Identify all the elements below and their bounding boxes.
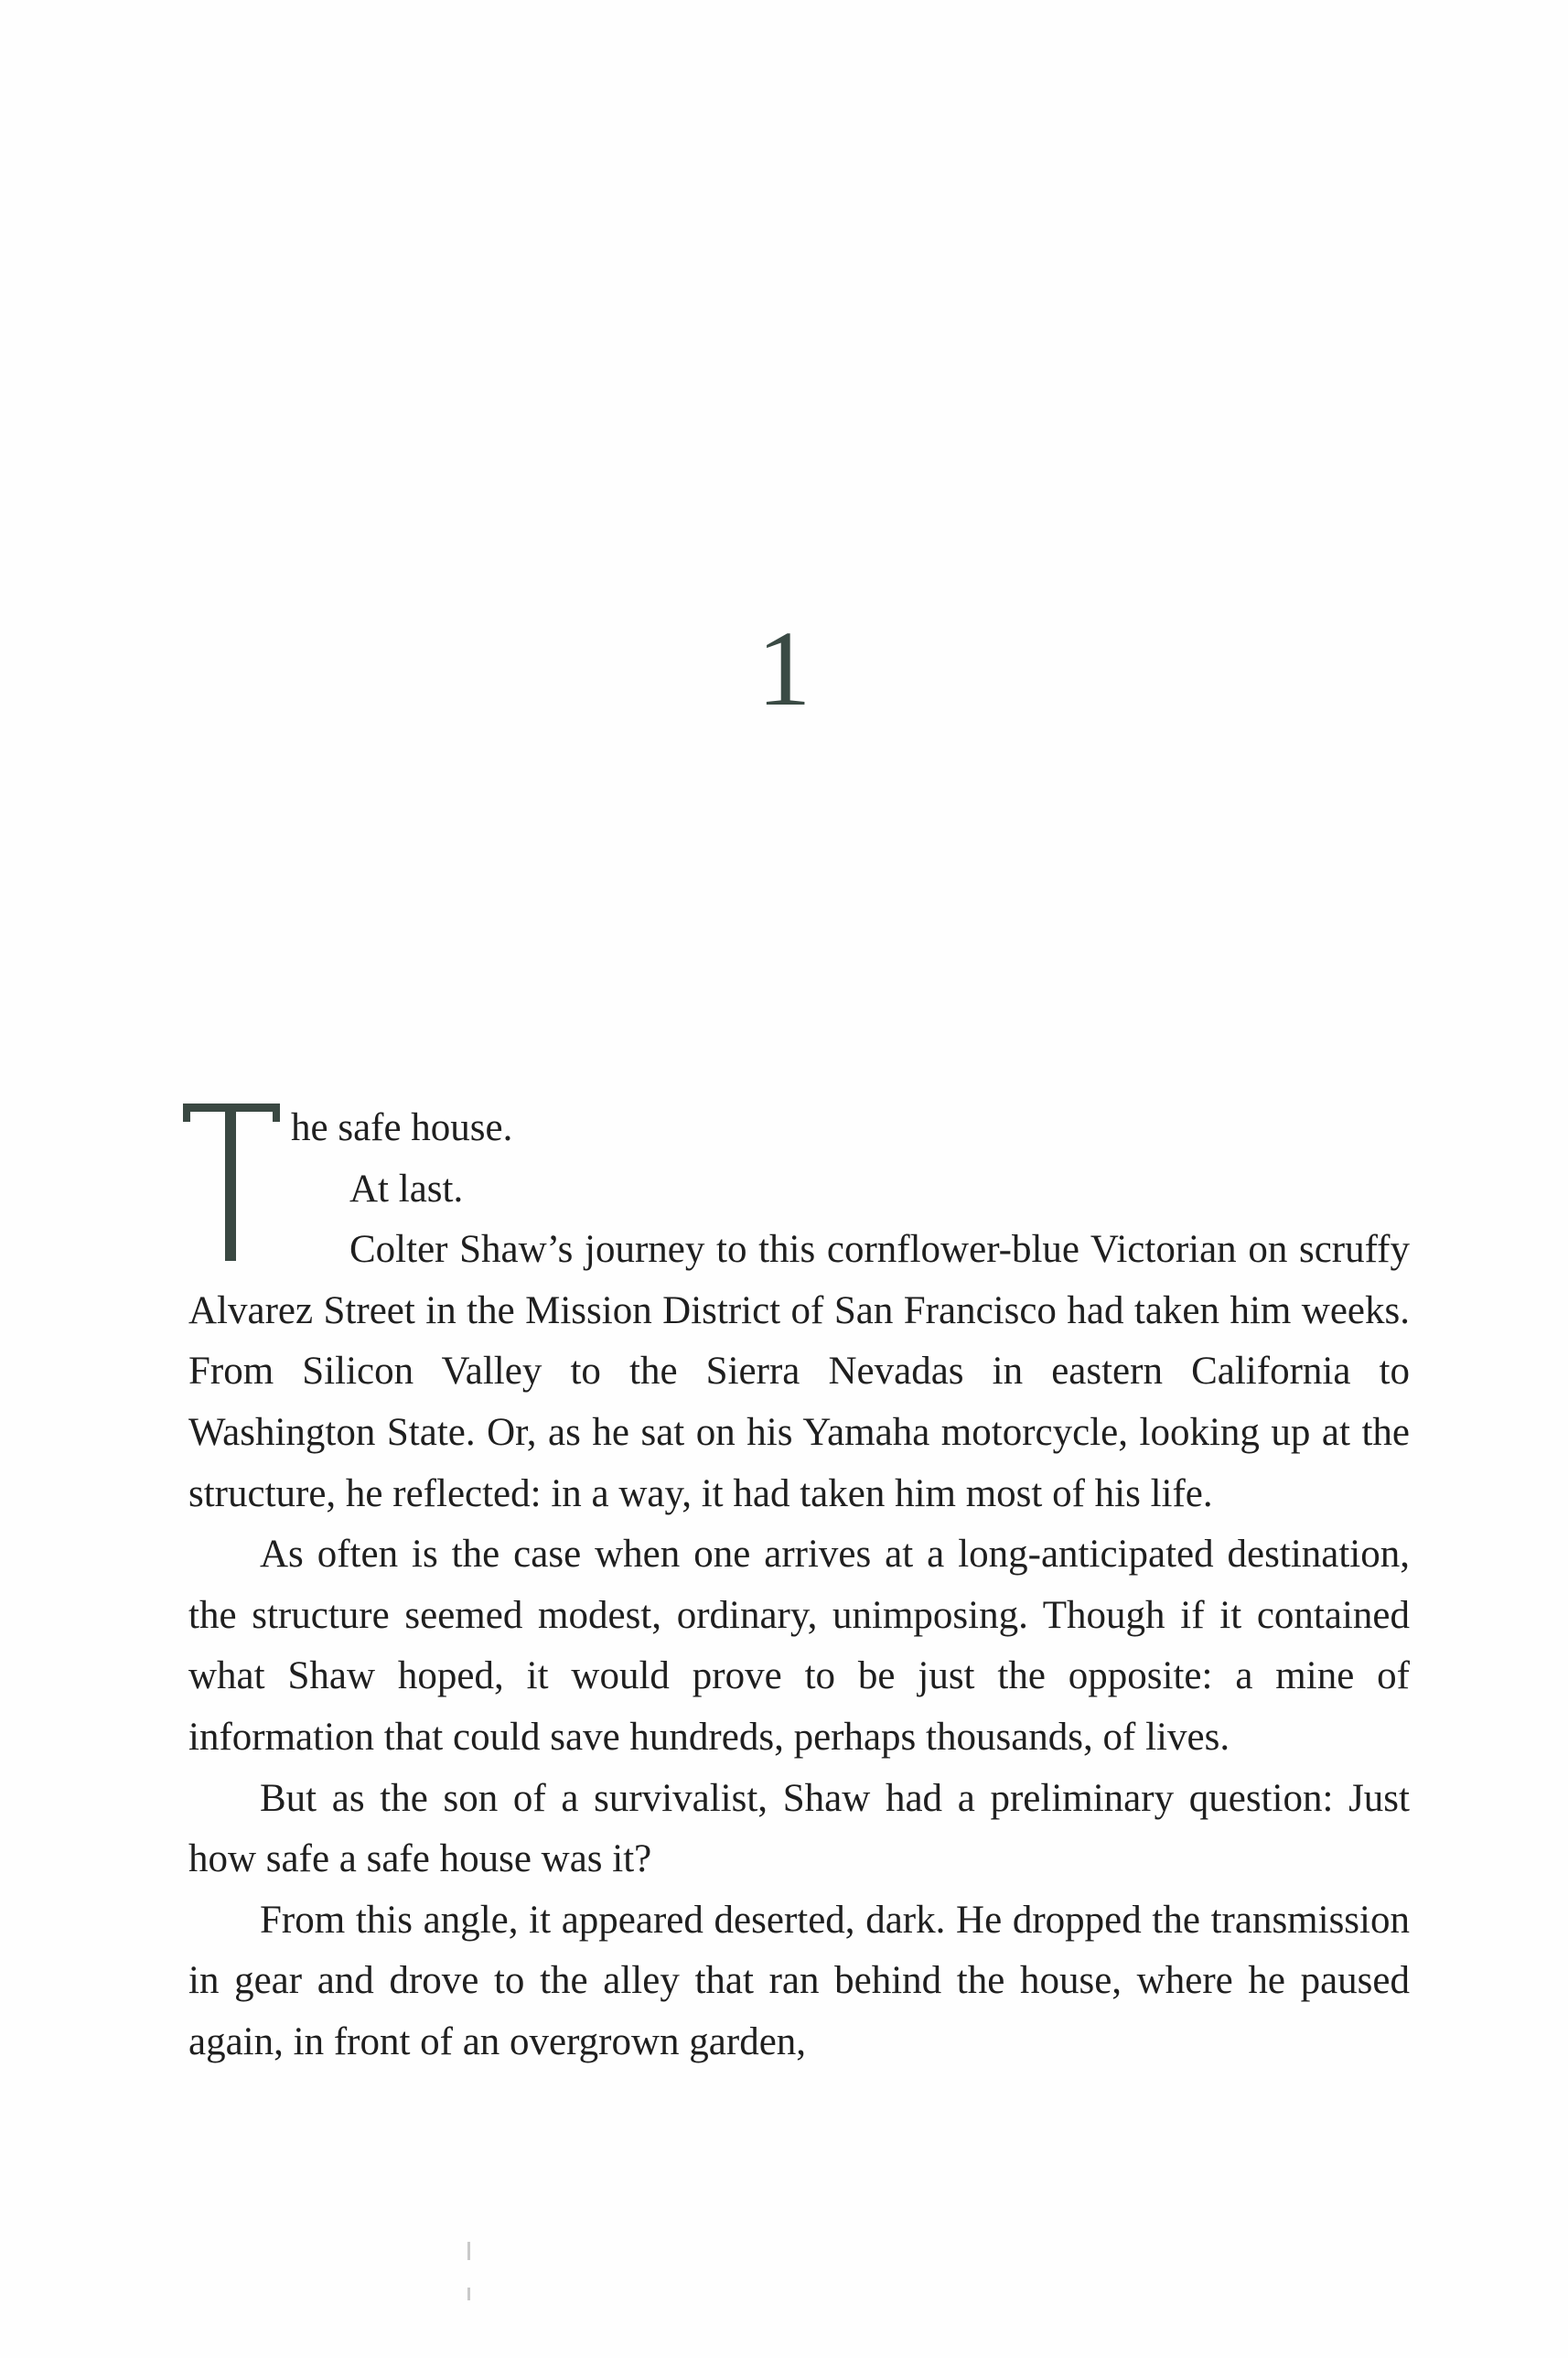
chapter-number: 1 <box>757 608 811 728</box>
scan-speck <box>467 2242 470 2260</box>
opening-line-1: he safe house. <box>291 1106 513 1149</box>
paragraph: From this angle, it appeared deserted, dark. He dropped the transmission in gear and drove to the alley that ran behind the house, where he paused again, in front of an overgrown garden, <box>188 1898 1410 2063</box>
dropcap-stem <box>225 1104 236 1261</box>
opening-line-2: At last. <box>349 1167 464 1211</box>
paragraph: Colter Shaw’s journey to this cornflower-blue Victorian on scruffy Alvarez Street in the Mission District of San Francisco had taken him weeks. From Silicon Valley to the Sierra Nevadas in eastern California to Washington State. Or, as he sat on his Yamaha motorcycle, looking up at the structure, he reflected: in a way, it had taken him most of his life. <box>188 1228 1410 1515</box>
paragraph: As often is the case when one arrives at a long-anticipated destination, the structure seemed modest, ordinary, unimposing. Though if it contained what Shaw hoped, it would prove to be just the opposite: a mine of information that could save hundreds, perhaps thousands, of lives. <box>188 1533 1410 1759</box>
chapter-body <box>188 1098 1410 2073</box>
dropcap-letter <box>183 1104 280 1261</box>
opening-block <box>188 1098 1410 1524</box>
paragraph: But as the son of a survivalist, Shaw had a preliminary question: Just how safe a safe house was it? <box>188 1776 1410 1881</box>
scan-speck <box>467 2288 470 2300</box>
